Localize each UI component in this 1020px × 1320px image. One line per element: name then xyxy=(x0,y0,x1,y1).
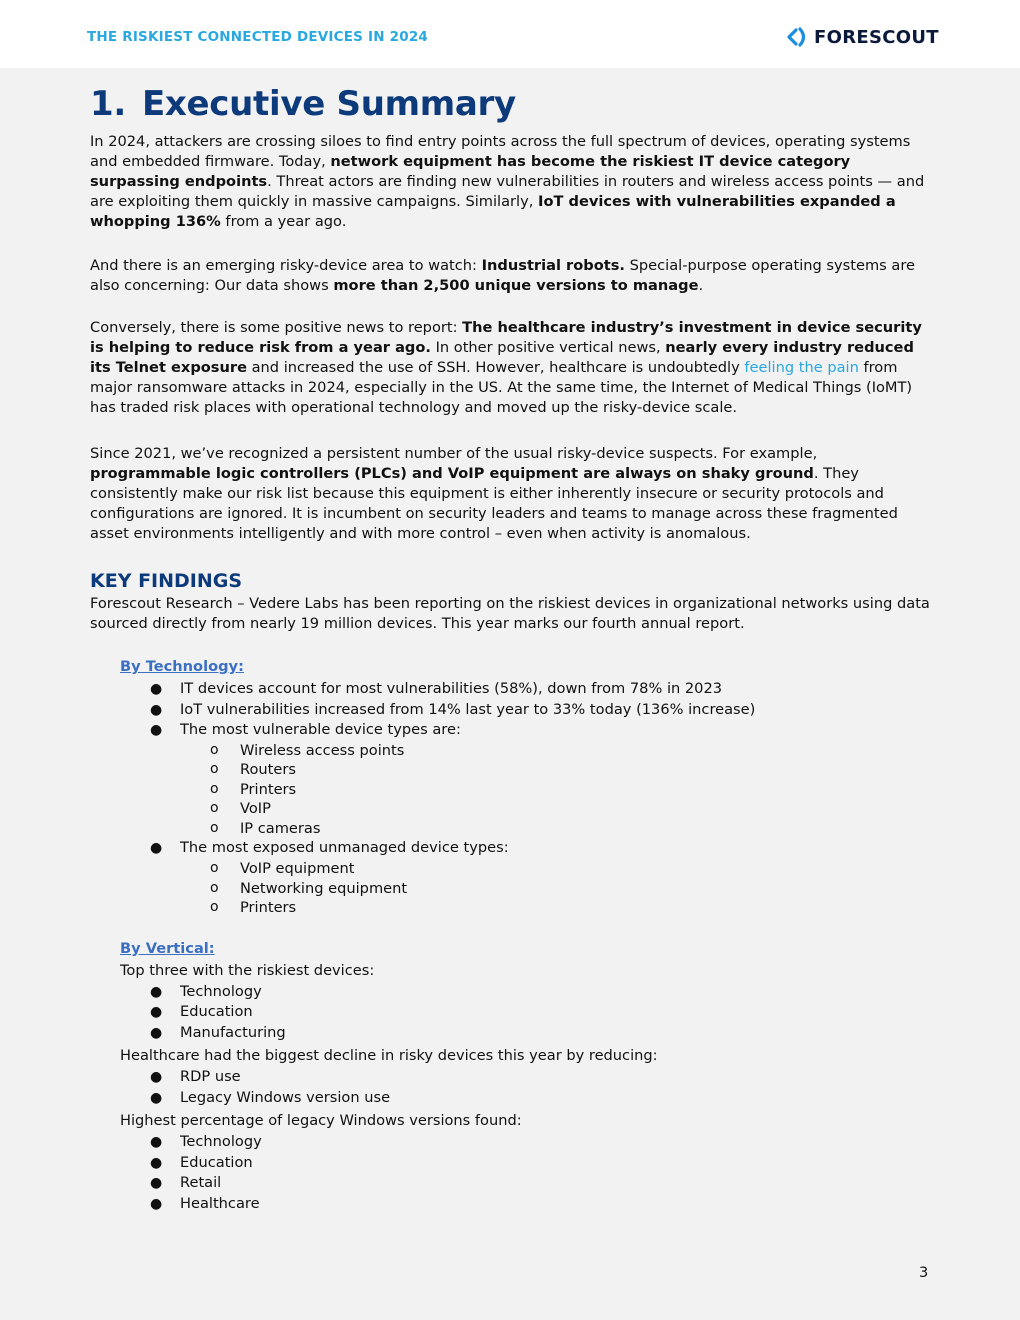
riskiest-label: Top three with the riskiest devices: xyxy=(120,961,375,979)
document-title: THE RISKIEST CONNECTED DEVICES IN 2024 xyxy=(87,29,428,45)
list-item-text: Manufacturing xyxy=(180,1023,286,1041)
summary-paragraph-2 xyxy=(90,256,935,296)
list-item-text: RDP use xyxy=(180,1068,241,1086)
key-findings-heading: KEY FINDINGS xyxy=(90,570,243,592)
list-item xyxy=(90,1153,935,1174)
bold-text-run: IoT devices with vulnerabilities expanded a whopping 136% xyxy=(90,193,896,230)
by-technology-link[interactable]: By Technology: xyxy=(120,658,244,675)
list-item xyxy=(90,760,935,780)
list-item-text: Retail xyxy=(180,1174,222,1192)
text-run: Special-purpose operating systems are also concerning: Our data shows xyxy=(90,257,916,294)
text-run: from a year ago. xyxy=(220,213,347,230)
bold-text-run: Industrial robots. xyxy=(481,257,625,274)
list-item-text: Technology xyxy=(180,982,262,1000)
list-item xyxy=(90,741,935,761)
list-item xyxy=(90,1023,935,1044)
list-item xyxy=(90,720,935,838)
list-item-text: Healthcare xyxy=(180,1194,260,1212)
bullet-icon: ● xyxy=(150,1154,163,1171)
list-item-text: VoIP xyxy=(240,800,271,818)
bullet-icon: ● xyxy=(150,1089,163,1106)
text-run: And there is an emerging risky-device area to watch: xyxy=(90,257,482,274)
hollow-bullet-icon: o xyxy=(210,899,219,916)
list-item-text: Routers xyxy=(240,761,296,779)
list-item xyxy=(90,1132,935,1153)
legacy-list xyxy=(90,1132,935,1214)
text-run: Since 2021, we’ve recognized a persistent number of the usual risky-device suspects. For example, xyxy=(90,445,818,462)
bullet-icon: ● xyxy=(150,701,163,718)
list-item-text: The most vulnerable device types are: xyxy=(180,721,461,738)
key-findings-intro: Forescout Research – Vedere Labs has been reporting on the riskiest devices in organizational networks using data sourced directly from nearly 19 million devices. This year marks our fourth annual report. xyxy=(90,595,930,632)
vulnerable-types-list xyxy=(180,741,935,839)
text-run: . Threat actors are finding new vulnerabilities in routers and wireless access points — and are exploiting them quickly in massive campaigns. Similarly, xyxy=(90,173,925,210)
summary-paragraph-1 xyxy=(90,132,935,232)
list-item-text: Printers xyxy=(240,780,297,798)
page-number: 3 xyxy=(919,1264,929,1281)
list-item xyxy=(90,780,935,800)
hollow-bullet-icon: o xyxy=(210,879,219,896)
list-item xyxy=(90,1067,935,1088)
bold-text-run: more than 2,500 unique versions to manage xyxy=(333,277,699,294)
bullet-icon: ● xyxy=(150,1134,163,1151)
hollow-bullet-icon: o xyxy=(210,800,219,817)
list-item xyxy=(90,898,935,918)
bullet-icon: ● xyxy=(150,840,163,857)
decline-list xyxy=(90,1067,935,1108)
text-run: . xyxy=(698,277,704,294)
bullet-icon: ● xyxy=(150,1069,163,1086)
list-item-text: Education xyxy=(180,1153,253,1171)
hollow-bullet-icon: o xyxy=(210,780,219,797)
summary-paragraph-4 xyxy=(90,444,935,544)
page-content xyxy=(90,84,935,1214)
forescout-logo xyxy=(787,24,939,50)
bullet-icon: ● xyxy=(150,1175,163,1192)
list-item-text: Printers xyxy=(240,899,297,917)
list-item xyxy=(90,838,935,917)
bullet-icon: ● xyxy=(150,1004,163,1021)
list-item-text: Legacy Windows version use xyxy=(180,1088,391,1106)
list-item-text: VoIP equipment xyxy=(240,859,355,877)
list-item-text: IT devices account for most vulnerabilities (58%), down from 78% in 2023 xyxy=(180,680,723,697)
forescout-chevron-logo-icon xyxy=(787,27,809,47)
bullet-icon: ● xyxy=(150,681,163,697)
bold-text-run: network equipment has become the riskiest IT device category surpassing endpoints xyxy=(90,153,851,190)
bullet-icon: ● xyxy=(150,983,163,1000)
hollow-bullet-icon: o xyxy=(210,761,219,778)
decline-label: Healthcare had the biggest decline in risky devices this year by reducing: xyxy=(120,1047,658,1065)
bold-text-run: nearly every industry reduced its Telnet exposure xyxy=(90,339,914,376)
riskiest-list xyxy=(90,982,935,1044)
hollow-bullet-icon: o xyxy=(210,741,219,758)
list-item xyxy=(90,799,935,819)
hollow-bullet-icon: o xyxy=(210,819,219,836)
text-run: In 2024, attackers are crossing siloes to find entry points across the full spectrum of devices, operating systems and embedded firmware. Today, xyxy=(90,133,911,170)
list-item-text: Technology xyxy=(180,1133,262,1151)
hollow-bullet-icon: o xyxy=(210,859,219,876)
list-item xyxy=(90,982,935,1003)
list-item xyxy=(90,1002,935,1023)
list-item xyxy=(90,859,935,879)
section-number: 1. xyxy=(90,84,126,124)
text-run: . They consistently make our risk list because this equipment is either inherently insecure or security protocols and configurations are ignored. It is incumbent on security leaders and teams to manage across these fragmented asset environments intelligently and with more control – even when activity is anomalous. xyxy=(90,465,898,542)
text-run: and increased the use of SSH. However, healthcare is undoubtedly xyxy=(246,359,745,376)
list-item xyxy=(90,1088,935,1109)
list-item-text: Wireless access points xyxy=(240,741,405,759)
page-header xyxy=(0,0,1020,68)
list-item-text: IoT vulnerabilities increased from 14% last year to 33% today (136% increase) xyxy=(180,700,756,718)
exposed-types-list xyxy=(180,859,935,918)
bullet-icon: ● xyxy=(150,1195,163,1212)
list-item xyxy=(90,700,935,721)
section-heading xyxy=(90,84,935,124)
list-item xyxy=(90,1173,935,1194)
list-item-text: Networking equipment xyxy=(240,879,408,897)
technology-list xyxy=(90,679,935,918)
list-item xyxy=(90,879,935,899)
text-run: from major ransomware attacks in 2024, especially in the US. At the same time, the Internet of Medical Things (IoMT) has traded risk places with operational technology and moved up the risky-device scale. xyxy=(90,359,913,416)
text-run: Conversely, there is some positive news to report: xyxy=(90,319,463,336)
feeling-the-pain-link[interactable]: feeling the pain xyxy=(744,359,859,376)
list-item xyxy=(90,1194,935,1215)
by-vertical-link[interactable]: By Vertical: xyxy=(120,939,215,957)
list-item xyxy=(90,819,935,839)
section-title: Executive Summary xyxy=(141,84,516,124)
bold-text-run: programmable logic controllers (PLCs) and VoIP equipment are always on shaky ground xyxy=(90,465,814,482)
list-item-text: IP cameras xyxy=(240,819,321,837)
list-item-text: Education xyxy=(180,1003,253,1021)
bullet-icon: ● xyxy=(150,1024,163,1041)
legacy-label: Highest percentage of legacy Windows versions found: xyxy=(120,1112,522,1130)
text-run: In other positive vertical news, xyxy=(430,339,666,356)
list-item xyxy=(90,679,935,700)
bullet-icon: ● xyxy=(150,722,163,738)
list-item-text: The most exposed unmanaged device types: xyxy=(180,839,509,857)
summary-paragraph-3 xyxy=(90,318,935,418)
logo-wordmark: FORESCOUT xyxy=(814,26,939,48)
bold-text-run: The healthcare industry’s investment in device security is helping to reduce risk from a year ago. xyxy=(90,319,922,356)
